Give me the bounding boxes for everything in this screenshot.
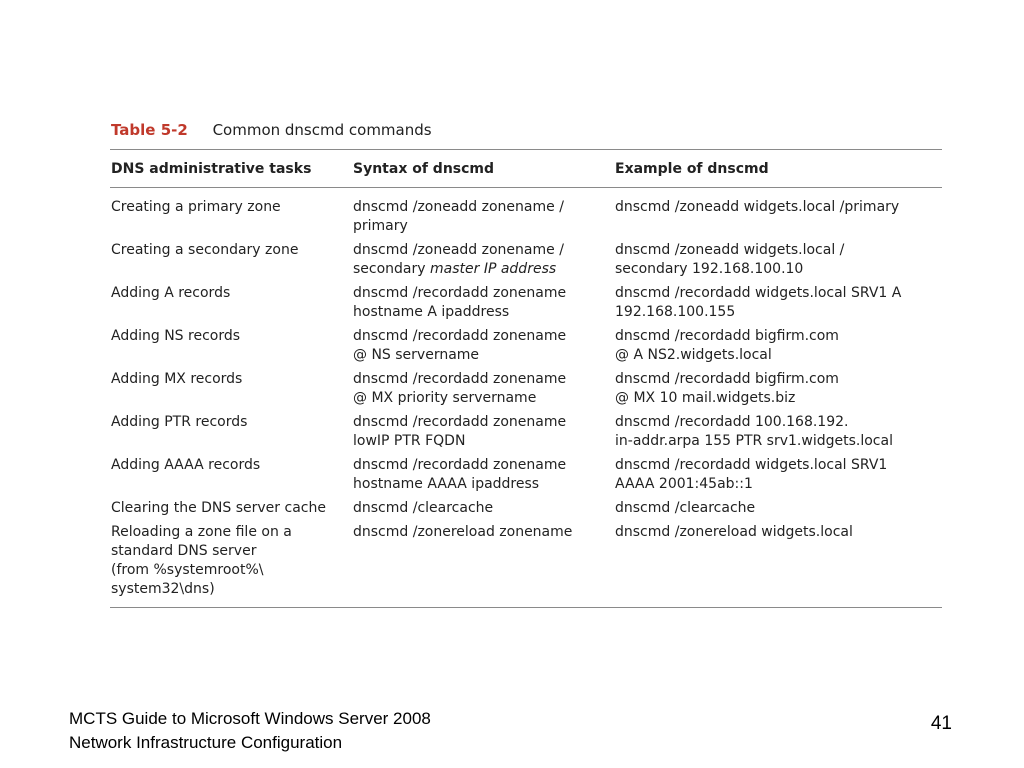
cell-line	[353, 413, 614, 432]
cell-line: 192.168.100.155	[615, 304, 736, 320]
cell-line: dnscmd /zonereload widgets.local	[615, 524, 853, 540]
cell-syntax	[352, 499, 614, 523]
cell-example	[614, 241, 942, 284]
cell-line	[353, 327, 614, 346]
cell-line	[353, 217, 614, 236]
cell-line: secondary 192.168.100.10	[615, 261, 804, 277]
cell-syntax	[352, 413, 614, 456]
cell-example	[614, 523, 942, 608]
cell-line	[353, 499, 614, 518]
cell-line: dnscmd /recordadd bigfirm.com	[615, 328, 839, 344]
cell-text: dnscmd /recordadd zonename	[353, 414, 567, 430]
cell-line: (from %systemroot%\	[111, 562, 264, 578]
cell-task	[110, 370, 352, 413]
cell-task	[110, 413, 352, 456]
cell-line	[353, 523, 614, 542]
cell-task	[110, 456, 352, 499]
cell-text: dnscmd /clearcache	[353, 500, 494, 516]
cell-line	[353, 456, 614, 475]
table-row	[110, 284, 942, 327]
cell-text: secondary	[353, 261, 430, 277]
table-label: Table 5-2	[111, 121, 188, 139]
table-row	[110, 241, 942, 284]
footer-line-2: Network Infrastructure Configuration	[69, 733, 343, 752]
cell-text: dnscmd /recordadd zonename	[353, 371, 567, 387]
table-row	[110, 456, 942, 499]
cell-line: Reloading a zone file on a	[111, 524, 292, 540]
footer	[69, 707, 431, 755]
cell-example	[614, 499, 942, 523]
cell-line: dnscmd /zoneadd widgets.local /	[615, 242, 845, 258]
cell-line	[353, 370, 614, 389]
cell-line	[353, 241, 614, 260]
cell-line: dnscmd /zoneadd widgets.local /primary	[615, 199, 900, 215]
cell-line: Adding PTR records	[111, 414, 248, 430]
cell-line: Adding A records	[111, 285, 231, 301]
cell-syntax	[352, 327, 614, 370]
cell-line	[353, 284, 614, 303]
table-row	[110, 188, 942, 242]
cell-syntax	[352, 370, 614, 413]
cell-task	[110, 523, 352, 608]
table-row	[110, 523, 942, 608]
cell-line: standard DNS server	[111, 543, 257, 559]
cell-line: Creating a secondary zone	[111, 242, 299, 258]
cell-line	[353, 389, 614, 408]
cell-line	[353, 198, 614, 217]
table-caption	[111, 121, 432, 139]
cell-text: dnscmd /recordadd zonename	[353, 285, 567, 301]
cell-line: system32\dns)	[111, 581, 215, 597]
header-example: Example of dnscmd	[614, 150, 942, 188]
cell-line	[353, 346, 614, 365]
cell-line	[353, 303, 614, 322]
cell-line: dnscmd /recordadd bigfirm.com	[615, 371, 839, 387]
cell-line	[353, 475, 614, 494]
cell-syntax	[352, 284, 614, 327]
cell-italic-text: master IP address	[430, 261, 557, 277]
cell-line: dnscmd /recordadd 100.168.192.	[615, 414, 849, 430]
table-row	[110, 370, 942, 413]
cell-task	[110, 241, 352, 284]
cell-line	[353, 260, 614, 279]
cell-line: Adding NS records	[111, 328, 241, 344]
cell-task	[110, 284, 352, 327]
cell-text: dnscmd /zonereload zonename	[353, 524, 573, 540]
page-number: 41	[930, 713, 952, 734]
cell-text: dnscmd /zoneadd zonename /	[353, 199, 564, 215]
cell-text: dnscmd /zoneadd zonename /	[353, 242, 564, 258]
cell-line: Creating a primary zone	[111, 199, 281, 215]
cell-line	[353, 432, 614, 451]
cell-line: Clearing the DNS server cache	[111, 500, 326, 516]
table-body	[110, 188, 942, 608]
cell-text: primary	[353, 218, 408, 234]
cell-syntax	[352, 523, 614, 608]
cell-line: @ A NS2.widgets.local	[615, 347, 772, 363]
cell-task	[110, 188, 352, 242]
cell-example	[614, 327, 942, 370]
cell-example	[614, 456, 942, 499]
cell-task	[110, 499, 352, 523]
dnscmd-table	[110, 149, 942, 608]
cell-text: hostname A ipaddress	[353, 304, 510, 320]
cell-text: dnscmd /recordadd zonename	[353, 457, 567, 473]
cell-line: dnscmd /recordadd widgets.local SRV1 A	[615, 285, 902, 301]
table-header-row	[110, 150, 942, 188]
header-tasks: DNS administrative tasks	[110, 150, 352, 188]
cell-text: @ MX priority servername	[353, 390, 537, 406]
cell-syntax	[352, 241, 614, 284]
cell-line: dnscmd /recordadd widgets.local SRV1	[615, 457, 888, 473]
cell-line: Adding MX records	[111, 371, 243, 387]
cell-line: dnscmd /clearcache	[615, 500, 756, 516]
cell-example	[614, 413, 942, 456]
footer-line-1: MCTS Guide to Microsoft Windows Server 2008	[69, 709, 431, 728]
cell-syntax	[352, 188, 614, 242]
cell-text: lowIP PTR FQDN	[353, 433, 466, 449]
cell-line: AAAA 2001:45ab::1	[615, 476, 753, 492]
table-row	[110, 413, 942, 456]
header-syntax: Syntax of dnscmd	[352, 150, 614, 188]
cell-line: Adding AAAA records	[111, 457, 261, 473]
table-row	[110, 327, 942, 370]
table-row	[110, 499, 942, 523]
cell-text: @ NS servername	[353, 347, 480, 363]
cell-example	[614, 188, 942, 242]
cell-text: dnscmd /recordadd zonename	[353, 328, 567, 344]
cell-line: in-addr.arpa 155 PTR srv1.widgets.local	[615, 433, 893, 449]
cell-syntax	[352, 456, 614, 499]
cell-line: @ MX 10 mail.widgets.biz	[615, 390, 796, 406]
cell-text: hostname AAAA ipaddress	[353, 476, 540, 492]
table-title: Common dnscmd commands	[212, 121, 432, 139]
cell-task	[110, 327, 352, 370]
cell-example	[614, 370, 942, 413]
cell-example	[614, 284, 942, 327]
